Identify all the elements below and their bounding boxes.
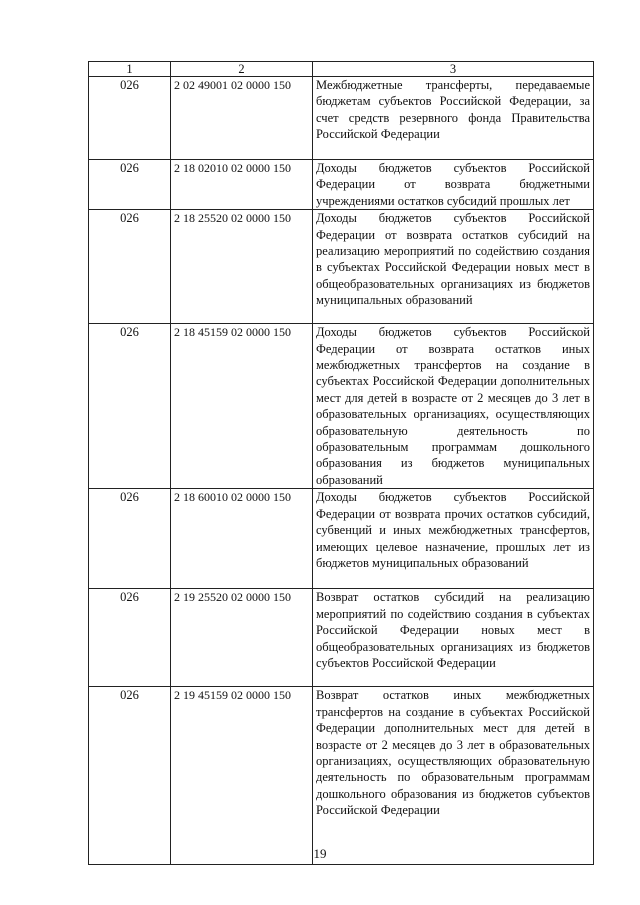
- admin-code-cell: 026: [89, 687, 171, 865]
- description-cell: Доходы бюджетов субъектов Российской Федерации от возврата остатков иных межбюджетных трансфертов на создание в субъектах Российской Федерации дополнительных мест для детей в возрасте от 2 месяцев до 3 лет в образовательных организациях, осуществляющих образовательную деятельность по образовательным программам дошкольного образования из бюджетов муниципальных образований: [313, 324, 594, 489]
- header-col-1: 1: [89, 62, 171, 77]
- budget-codes-table: [88, 61, 594, 865]
- description-cell: Межбюджетные трансферты, передаваемые бюджетам субъектов Российской Федерации, за счет средств резервного фонда Правительства Российской Федерации: [313, 77, 594, 160]
- budget-code-cell: 2 02 49001 02 0000 150: [171, 77, 313, 160]
- description-cell: Доходы бюджетов субъектов Российской Федерации от возврата прочих остатков субсидий, субвенций и иных межбюджетных трансфертов, имеющих целевое назначение, прошлых лет из бюджетов муниципальных образований: [313, 489, 594, 589]
- admin-code-cell: 026: [89, 324, 171, 489]
- header-col-2: 2: [171, 62, 313, 77]
- description-cell: Доходы бюджетов субъектов Российской Федерации от возврата остатков субсидий на реализацию мероприятий по содействию создания в субъектах Российской Федерации новых мест в общеобразовательных организациях из бюджетов муниципальных образований: [313, 210, 594, 324]
- admin-code-cell: 026: [89, 210, 171, 324]
- table-row: [89, 687, 594, 865]
- budget-code-cell: 2 18 02010 02 0000 150: [171, 160, 313, 210]
- budget-code-cell: 2 18 25520 02 0000 150: [171, 210, 313, 324]
- table-row: [89, 589, 594, 687]
- budget-code-cell: 2 19 25520 02 0000 150: [171, 589, 313, 687]
- description-cell: Возврат остатков субсидий на реализацию мероприятий по содействию создания в субъектах Российской Федерации новых мест в общеобразовательных организациях из бюджетов субъектов Российской Федерации: [313, 589, 594, 687]
- budget-code-cell: 2 18 60010 02 0000 150: [171, 489, 313, 589]
- table-row: [89, 489, 594, 589]
- table-row: [89, 324, 594, 489]
- page-number: 19: [313, 846, 327, 861]
- description-cell: Доходы бюджетов субъектов Российской Федерации от возврата бюджетными учреждениями остатков субсидий прошлых лет: [313, 160, 594, 210]
- table-row: [89, 77, 594, 160]
- header-col-3: 3: [313, 62, 594, 77]
- admin-code-cell: 026: [89, 77, 171, 160]
- admin-code-cell: 026: [89, 589, 171, 687]
- description-cell: Возврат остатков иных межбюджетных трансфертов на создание в субъектах Российской Федерации дополнительных мест для детей в возрасте от 2 месяцев до 3 лет в образовательных организациях, осуществляющих образовательную деятельность по образовательным программам дошкольного образования из бюджетов субъектов Российской Федерации: [313, 687, 594, 865]
- table-row: [89, 160, 594, 210]
- table-row: [89, 210, 594, 324]
- budget-code-cell: 2 19 45159 02 0000 150: [171, 687, 313, 865]
- admin-code-cell: 026: [89, 489, 171, 589]
- table-header-row: [89, 62, 594, 77]
- budget-code-cell: 2 18 45159 02 0000 150: [171, 324, 313, 489]
- admin-code-cell: 026: [89, 160, 171, 210]
